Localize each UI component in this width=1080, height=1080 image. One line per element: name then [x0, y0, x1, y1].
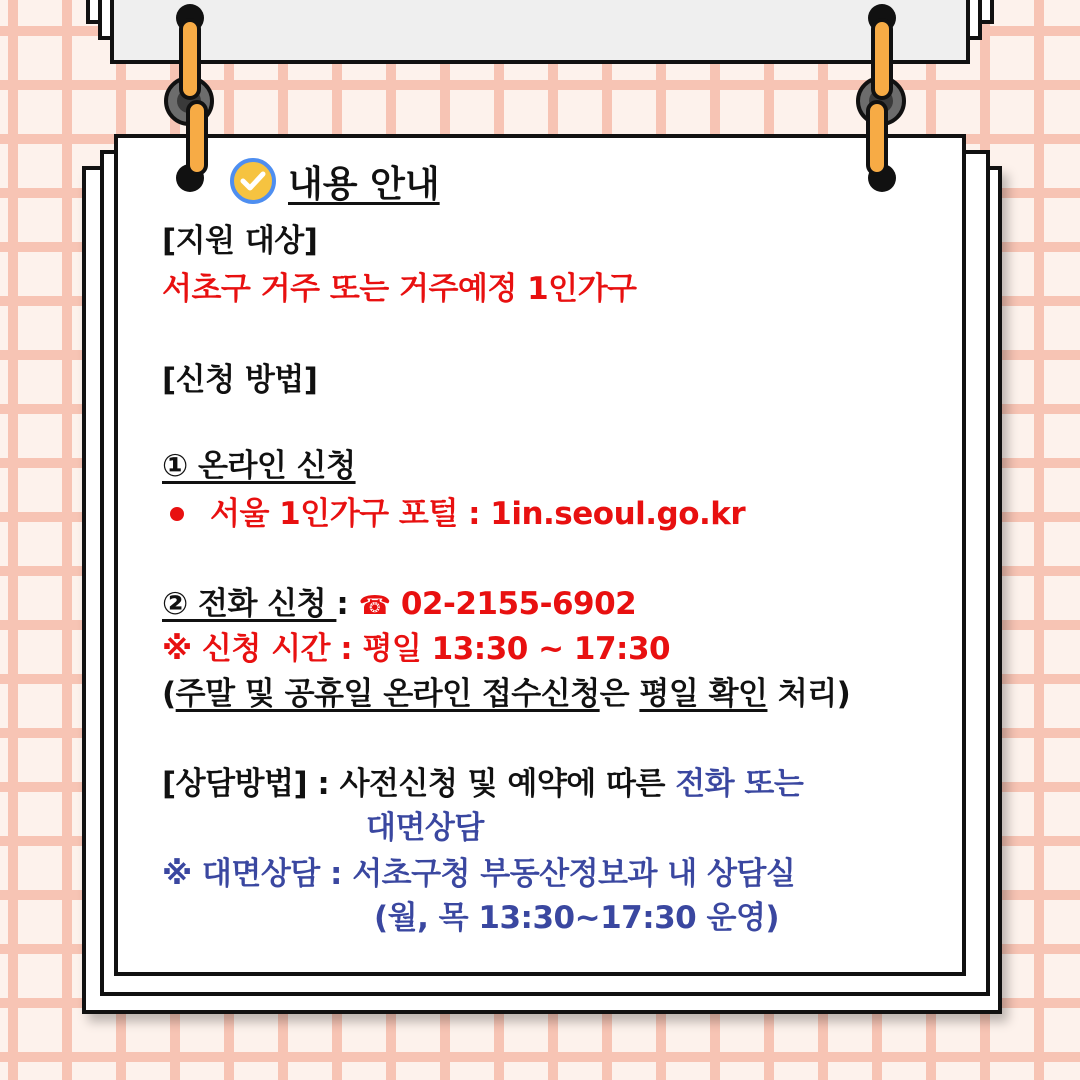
- check-circle-icon: [230, 158, 276, 204]
- target-label: [지원 대상]: [162, 223, 318, 259]
- online-title: ① 온라인 신청: [162, 448, 356, 484]
- consult-line: [162, 764, 803, 804]
- note-open: (: [162, 676, 176, 712]
- right-clip-lower: [866, 100, 888, 176]
- heading-title: 내용 안내: [288, 163, 440, 205]
- portal-line: [162, 494, 745, 534]
- left-clip-lower: [186, 100, 208, 176]
- apply-hours: ※ 신청 시간 : 평일 13:30 ~ 17:30: [162, 631, 671, 667]
- onsite-consult: ※ 대면상담 : 서초구청 부동산정보과 내 상담실: [162, 856, 796, 892]
- portal-text: 서울 1인가구 포털 : 1in.seoul.go.kr: [210, 496, 746, 532]
- note-close: 처리): [767, 676, 851, 712]
- phone-colon: :: [336, 586, 349, 622]
- consult-label: [상담방법] : 사전신청 및 예약에 따른: [162, 766, 676, 802]
- note-weekend: 주말 및 공휴일 온라인 접수신청: [175, 676, 600, 712]
- method-label: [신청 방법]: [162, 362, 318, 398]
- phone-number[interactable]: 02-2155-6902: [400, 586, 637, 622]
- top-paper: [110, 0, 970, 64]
- right-clip-upper: [871, 18, 893, 100]
- consult-line2: 대면상담: [366, 810, 484, 846]
- note-connector: 은: [599, 676, 640, 712]
- processing-note: [162, 674, 850, 714]
- target-value: 서초구 거주 또는 거주예정 1인가구: [162, 271, 637, 307]
- section-heading: [230, 155, 440, 207]
- consult-highlight: 전화 또는: [675, 766, 804, 802]
- note-weekday: 평일 확인: [639, 676, 768, 712]
- onsite-hours: (월, 목 13:30~17:30 운영): [374, 900, 780, 936]
- phone-title: ② 전화 신청: [162, 586, 337, 622]
- bullet-dot: [170, 507, 184, 521]
- phone-icon: ☎: [358, 591, 391, 621]
- phone-line: [162, 584, 636, 626]
- left-clip-upper: [179, 18, 201, 100]
